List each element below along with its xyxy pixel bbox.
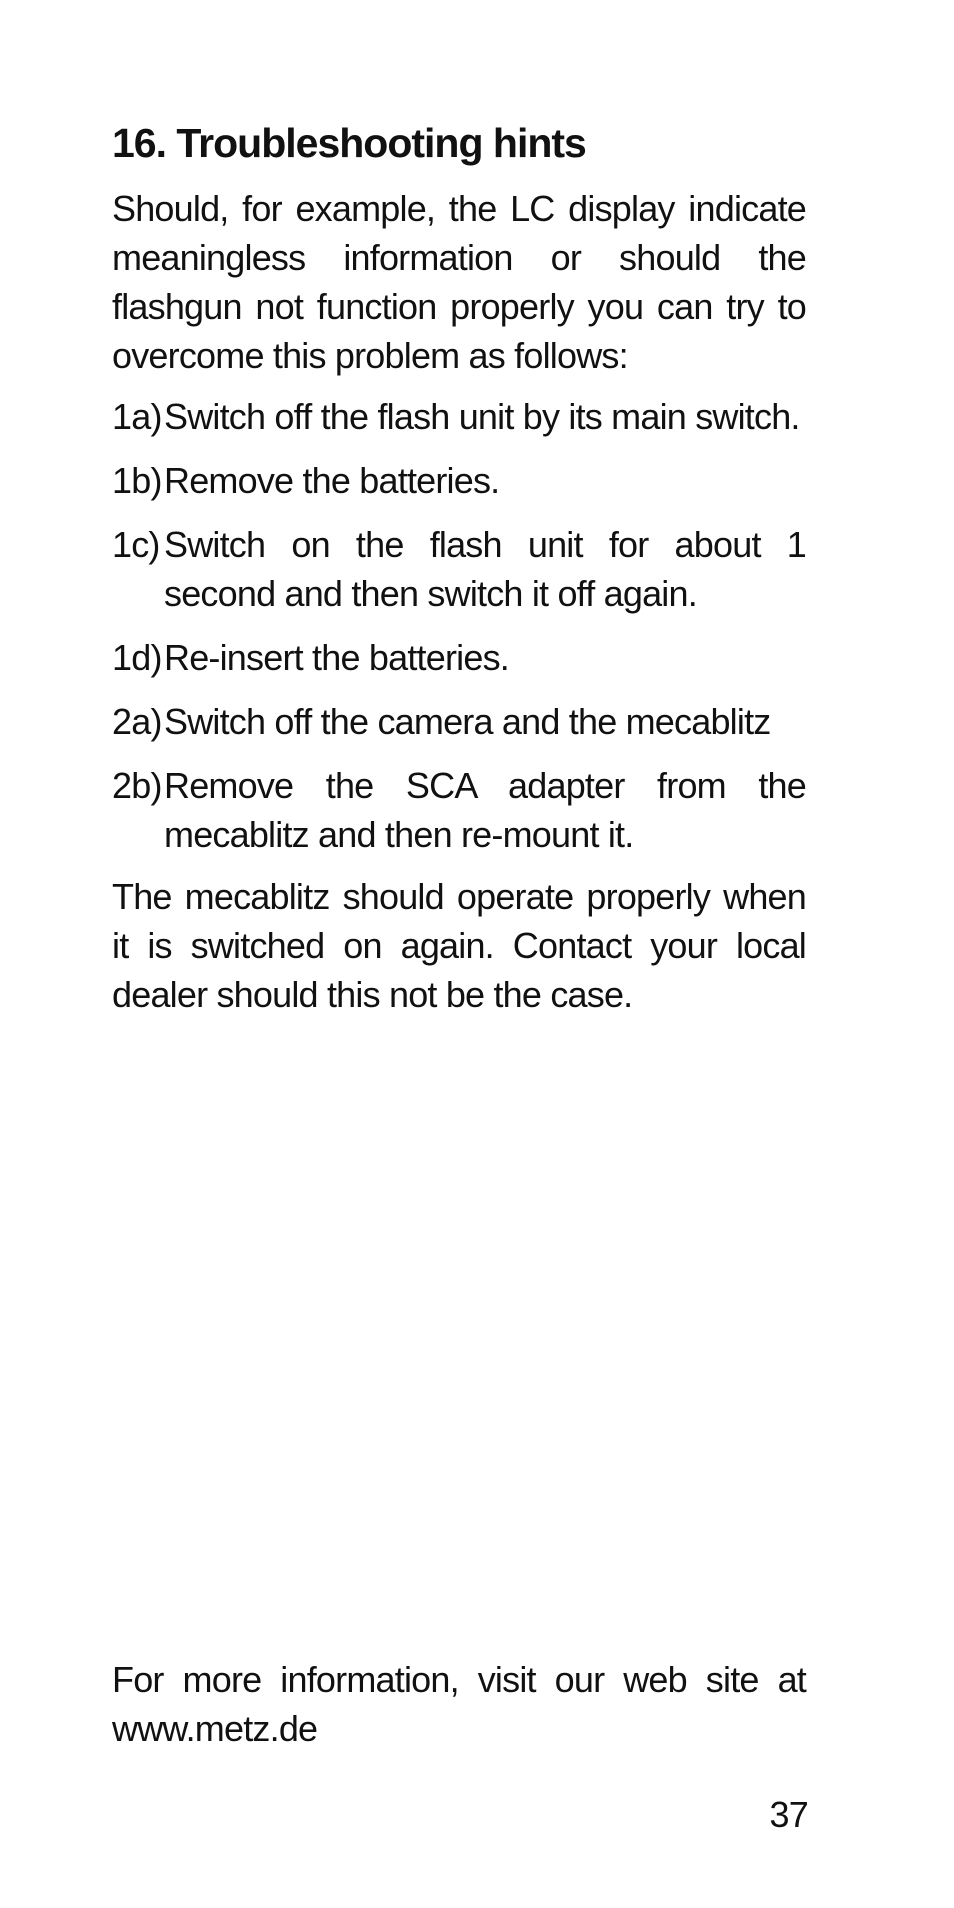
step-text: Remove the batteries. [164, 460, 500, 501]
step-text: Re-insert the batteries. [164, 637, 509, 678]
step-label: 2b) [112, 765, 162, 806]
step-text: Switch off the flash unit by its main switch. [164, 396, 800, 437]
step-item [112, 456, 806, 505]
step-text: Switch off the camera and the mecablitz [164, 701, 771, 742]
section-heading: 16. Troubleshooting hints [112, 120, 586, 166]
troubleshooting-steps [112, 392, 806, 874]
closing-paragraph: The mecablitz should operate properly when it is switched on again. Contact your local dealer should this not be the case. [112, 876, 806, 1015]
manual-page [112, 0, 806, 1908]
step-item [112, 761, 806, 859]
step-label: 1d) [112, 637, 162, 678]
footer-info: For more information, visit our web site at www.metz.de [112, 1659, 806, 1749]
step-label: 1a) [112, 396, 162, 437]
intro-paragraph: Should, for example, the LC display indicate meaningless information or should the flashgun not function properly you can try to overcome this problem as follows: [112, 188, 806, 376]
step-text: Remove the SCA adapter from the mecablitz and then re-mount it. [164, 765, 806, 855]
step-label: 1c) [112, 524, 160, 565]
step-item [112, 633, 806, 682]
step-item [112, 520, 806, 618]
step-label: 2a) [112, 701, 162, 742]
step-text: Switch on the flash unit for about 1 second and then switch it off again. [164, 524, 806, 614]
page-number: 37 [769, 1794, 808, 1835]
step-item [112, 392, 806, 441]
step-label: 1b) [112, 460, 162, 501]
step-item [112, 697, 806, 746]
